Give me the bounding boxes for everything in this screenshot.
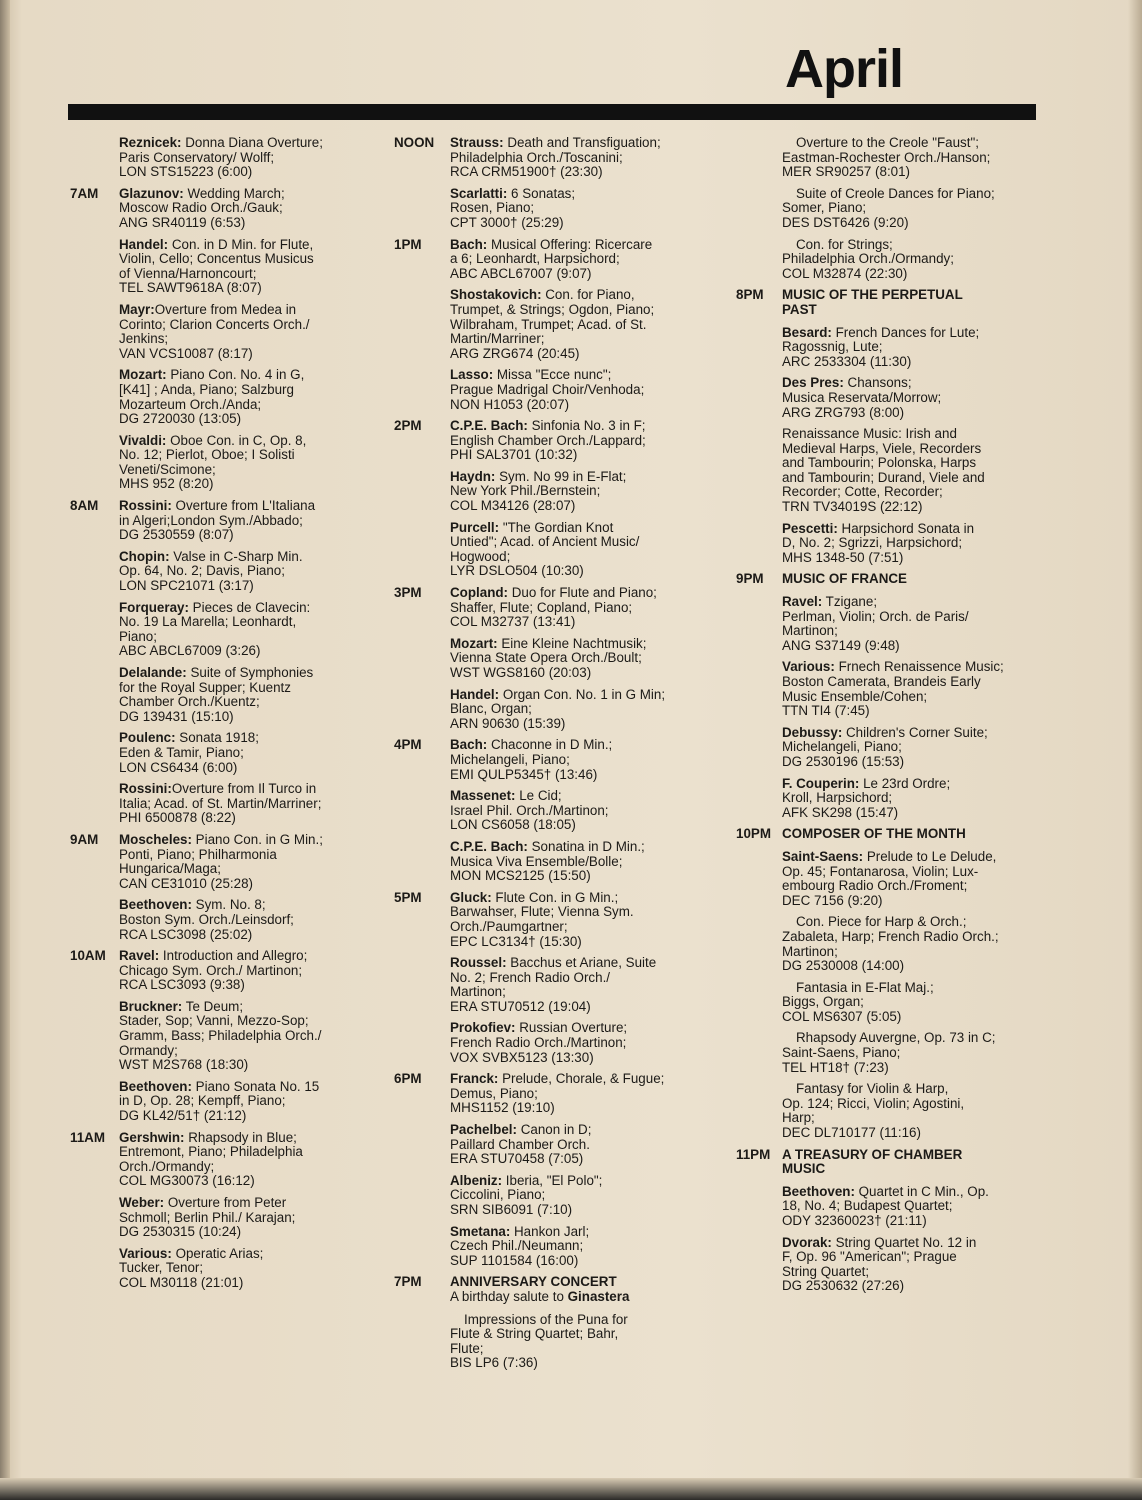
schedule-column-3 [736,136,1026,1301]
composer-name: Forqueray: [119,599,189,615]
program-entry [119,1000,370,1073]
composer-name: Handel: [450,686,500,702]
time-slot [394,419,694,586]
program-subtitle [450,1290,694,1305]
time-label: 5PM [394,889,422,905]
time-slot [736,288,1026,572]
program-title: A TREASURY OF CHAMBER MUSIC [782,1146,963,1177]
time-label: 1PM [394,236,422,252]
entry-details: Piano Con. in G Min.; Ponti, Piano; Philharmonia Hungarica/Maga; CAN CE31010 (25:28) [119,831,323,891]
program-entry [119,136,370,180]
time-slot [736,827,1026,1147]
composer-name: Ravel: [119,948,160,964]
entry-details: Flute Con. in G Min.; Barwahser, Flute; Vienna Sym. Orch./Paumgartner; EPC LC3134† (15:30) [450,889,634,949]
entry-details: Pieces de Clavecin: No. 19 La Marella; Leonhardt, Piano; ABC ABCL67009 (3:26) [119,599,311,659]
composer-name: F. Couperin: [782,775,860,791]
composer-name: Debussy: [782,724,843,740]
entry-details: Impressions of the Puna for Flute & String Quartet; Bahr, Flute; BIS LP6 (7:36) [450,1311,628,1371]
entry-details: Te Deum; Stader, Sop; Vanni, Mezzo-Sop; Gramm, Bass; Philadelphia Orch./ Ormandy; WST M2S768 (18:30) [119,998,322,1073]
program-entry [119,434,370,492]
composer-name: Copland: [450,585,509,601]
program-title: COMPOSER OF THE MONTH [782,826,966,842]
composer-name: Scarlatti: [450,185,508,201]
composer-name: Purcell: [450,519,500,535]
program-entry [450,891,694,949]
entry-details: Death and Transfiguation; Philadelphia Orch./Toscanini; RCA CRM51900† (23:30) [450,135,661,180]
composer-name: Rossini: [119,781,172,797]
entry-details: Le Cid; Israel Phil. Orch./Martinon; LON CS6058 (18:05) [450,788,609,833]
program-entry [119,898,370,942]
time-slot [70,949,370,1131]
entry-details: Sonatina in D Min.; Musica Viva Ensemble/Bolle; MON MCS2125 (15:50) [450,838,645,884]
time-label: 3PM [394,585,422,601]
composer-name: Lasso: [450,367,494,383]
time-slot [70,499,370,833]
composer-name: Pachelbel: [450,1122,517,1138]
time-label: 10PM [736,826,771,842]
entry-details: Prelude to Le Delude, Op. 45; Fontanarosa, Violin; Lux- embourg Radio Orch./Froment; DEC 7156 (9:20) [782,848,997,908]
composer-name: Glazunov: [119,185,184,201]
composer-name: Saint-Saens: [782,848,864,864]
entry-details: Sym. No. 8; Boston Sym. Orch./Leinsdorf; RCA LSC3098 (25:02) [119,897,294,942]
composer-name: Franck: [450,1071,499,1087]
time-slot [736,572,1026,827]
program-entry [782,376,1026,420]
slot-entries [782,288,1026,572]
program-entry [450,637,694,681]
entry-details: Chansons; Musica Reservata/Morrow; ARG ZRG793 (8:00) [782,375,942,420]
composer-name: Strauss: [450,135,504,150]
composer-name: Bach: [450,737,488,753]
time-slot [394,1072,694,1275]
time-slot [70,833,370,949]
entry-details: Frnech Renaissence Music; Boston Camerata, Brandeis Early Music Ensemble/Cohen; TTN TI4 (7:45) [782,659,1004,719]
composer-name: Vivaldi: [119,432,167,448]
entry-details: Operatic Arias; Tucker, Tenor; COL M30118 (21:01) [119,1245,264,1290]
entry-details: Renaissance Music: Irish and Medieval Harps, Viele, Recorders and Tambourin; Polonska, Harps and Tambourin; Durand, Viele and Recorder; Cotte, Recorder; TRN TV34019S (22:12) [782,426,985,515]
program-entry [782,136,1026,180]
slot-entries [119,136,370,187]
time-label [70,136,119,187]
time-slot [736,1148,1026,1301]
binding-edge [0,0,10,1500]
slot-entries [782,572,1026,827]
program-entry [450,1313,694,1371]
program-entry [119,368,370,426]
program-entry [782,522,1026,566]
entry-details: Le 23rd Ordre; Kroll, Harpsichord; AFK SK298 (15:47) [782,775,951,820]
program-entry [450,1072,694,1116]
program-entry [119,1196,370,1240]
composer-name: Des Pres: [782,375,844,391]
time-slot [394,891,694,1073]
entry-details: Overture from Peter Schmoll; Berlin Phil./ Karajan; DG 2530315 (10:24) [119,1195,296,1240]
entry-details: Donna Diana Overture; Paris Conservatory/ Wolff; LON STS15223 (6:00) [119,135,323,180]
time-label [736,136,782,288]
slot-entries [119,1131,370,1298]
slot-entries [450,738,694,890]
entry-details: Quartet in C Min., Op. 18, No. 4; Budapest Quartet; ODY 32360023† (21:11) [782,1183,989,1228]
slot-entries [119,949,370,1131]
entry-details: Organ Con. No. 1 in G Min; Blanc, Organ; ARN 90630 (15:39) [450,686,666,731]
composer-name: Besard: [782,324,832,340]
composer-name: Delalande: [119,665,187,680]
page-title: April [785,39,904,99]
program-entry [450,1225,694,1269]
entry-details: Con. for Piano, Trumpet, & Strings; Ogdon, Piano; Wilbraham, Trumpet; Acad. of St. Martin/Marriner; ARG ZRG674 (20:45) [450,287,655,361]
program-entry [782,187,1026,231]
entry-details: Piano Con. No. 4 in G, [K41] ; Anda, Piano; Salzburg Mozarteum Orch./Anda; DG 2720030 (13:05) [119,367,305,427]
entry-details: Suite of Creole Dances for Piano; Somer, Piano; DES DST6426 (9:20) [782,185,995,230]
slot-entries [782,827,1026,1147]
composer-name: Poulenc: [119,730,176,746]
composer-name: Moscheles: [119,831,192,847]
composer-name: C.P.E. Bach: [450,838,528,854]
schedule-column-2 [394,136,694,1378]
program-entry [450,288,694,361]
entry-details: Sonata 1918; Eden & Tamir, Piano; LON CS6434 (6:00) [119,730,259,775]
program-entry [119,238,370,296]
program-entry [782,726,1026,770]
program-entry [119,601,370,659]
slot-entries [450,586,694,738]
composer-name: Smetana: [450,1223,511,1239]
composer-name: Beethoven: [119,1078,192,1094]
program-entry [119,949,370,993]
time-slot [394,586,694,738]
slot-entries [782,136,1026,288]
entry-details: Duo for Flute and Piano; Shaffer, Flute; Copland, Piano; COL M32737 (13:41) [450,585,657,630]
entry-details: Fantasy for Violin & Harp, Op. 124; Ricci, Violin; Agostini, Harp; DEC DL710177 (11:16) [782,1081,965,1141]
time-slot [394,738,694,890]
composer-name: Dvorak: [782,1234,832,1250]
program-title: MUSIC OF FRANCE [782,571,907,587]
program-entry [450,1123,694,1167]
composer-name: Haydn: [450,468,496,484]
entry-details: Sinfonia No. 3 in F; English Chamber Orch./Lappard; PHI SAL3701 (10:32) [450,418,646,463]
program-entry [450,840,694,884]
program-entry [450,1021,694,1065]
entry-details: Chaconne in D Min.; Michelangeli, Piano; EMI QULP5345† (13:46) [450,737,613,782]
composer-name: Rossini: [119,498,172,514]
program-entry [450,419,694,463]
entry-details: Overture from Medea in Corinto; Clarion Concerts Orch./ Jenkins; VAN VCS10087 (8:17) [119,301,310,361]
time-label: 10AM [70,948,106,964]
entry-details: Fantasia in E-Flat Maj.; Biggs, Organ; COL MS6307 (5:05) [782,979,934,1024]
entry-details: Rhapsody Auvergne, Op. 73 in C; Saint-Saens, Piano; TEL HT18† (7:23) [782,1030,996,1075]
slot-entries [450,136,694,238]
program-entry [782,595,1026,653]
program-entry [119,731,370,775]
entry-details: Con. in D Min. for Flute, Violin, Cello; Concentus Musicus of Vienna/Harnoncourt; TEL SAWT9618A (8:07) [119,236,314,296]
time-slot [394,136,694,238]
program-title: MUSIC OF THE PERPETUAL PAST [782,287,963,317]
program-entry [782,238,1026,282]
time-slot [70,187,370,499]
composer-name: Various: [782,659,835,675]
program-entry [119,1247,370,1291]
composer-name: Ravel: [782,594,823,610]
entry-details: Rhapsody in Blue; Entremont, Piano; Philadelphia Orch./Ormandy; COL MG30073 (16:12) [119,1129,303,1189]
program-entry [782,981,1026,1025]
time-label: NOON [394,135,435,150]
composer-name: C.P.E. Bach: [450,418,528,434]
entry-details: Eine Kleine Nachtmusik; Vienna State Opera Orch./Boult; WST WGS8160 (20:03) [450,635,647,680]
entry-details: Overture from L'Italiana in Algeri;London Sym./Abbado; DG 2530559 (8:07) [119,498,316,543]
entry-details: Musical Offering: Ricercare a 6; Leonhardt, Harpsichord; ABC ABCL67007 (9:07) [450,236,653,281]
entry-details: "The Gordian Knot Untied"; Acad. of Ancient Music/ Hogwood; LYR DSLO504 (10:30) [450,519,640,579]
slot-entries [119,499,370,833]
composer-name: Roussel: [450,955,507,971]
program-entry [782,1236,1026,1294]
slot-entries [450,419,694,586]
program-entry [450,187,694,231]
program-entry [450,470,694,514]
program-entry [119,550,370,594]
entry-details: Overture from Il Turco in Italia; Acad. of St. Martin/Marriner; PHI 6500878 (8:22) [119,781,322,826]
composer-name: Chopin: [119,548,170,564]
program-subtitle-text: A birthday salute to [450,1288,568,1304]
slot-entries [450,238,694,420]
time-label: 8PM [736,287,764,303]
entry-details: Canon in D; Paillard Chamber Orch. ERA STU70458 (7:05) [450,1122,592,1167]
program-entry [450,956,694,1014]
time-slot [394,238,694,420]
schedule-column-1 [70,136,370,1298]
program-entry [450,738,694,782]
composer-name: Mozart: [450,635,498,651]
program-entry [782,1031,1026,1075]
entry-details: Hankon Jarl; Czech Phil./Neumann; SUP 1101584 (16:00) [450,1223,590,1268]
time-slot [736,136,1026,288]
program-entry [782,1082,1026,1140]
time-label: 11PM [736,1146,771,1162]
time-label: 7AM [70,185,99,201]
page-bottom-edge [0,1478,1142,1500]
program-entry [119,833,370,891]
entry-details: String Quartet No. 12 in F, Op. 96 "American"; Prague String Quartet; DG 2530632 (27:26) [782,1234,977,1294]
program-entry [450,789,694,833]
program-entry [782,850,1026,908]
entry-details: Children's Corner Suite; Michelangeli, Piano; DG 2530196 (15:53) [782,724,988,769]
time-slot [394,1275,694,1378]
entry-details: Iberia, "El Polo"; Ciccolini, Piano; SRN SIB6091 (7:10) [450,1172,603,1217]
time-label: 6PM [394,1071,422,1087]
entry-details: Bacchus et Ariane, Suite No. 2; French Radio Orch./ Martinon; ERA STU70512 (19:04) [450,955,657,1014]
program-entry [119,499,370,543]
entry-details: Con. Piece for Harp & Orch.; Zabaleta, Harp; French Radio Orch.; Martinon; DG 2530008 (14:00) [782,914,999,974]
program-entry [450,1174,694,1218]
entry-details: Harpsichord Sonata in D, No. 2; Sgrizzi, Harpsichord; MHS 1348-50 (7:51) [782,520,975,565]
entry-details: Sym. No 99 in E-Flat; New York Phil./Bernstein; COL M34126 (28:07) [450,468,627,514]
slot-entries [450,1072,694,1275]
entry-details: Overture to the Creole "Faust"; Eastman-Rochester Orch./Hanson; MER SR90257 (8:01) [782,135,991,180]
composer-name: Beethoven: [119,897,192,913]
composer-name: Shostakovich: [450,287,542,303]
time-slot [70,136,370,187]
program-subtitle-composer: Ginastera [567,1288,630,1304]
program-entry [119,303,370,361]
time-label: 4PM [394,737,422,753]
program-entry [450,688,694,732]
composer-name: Gershwin: [119,1129,185,1145]
time-label: 2PM [394,418,422,434]
composer-name: Weber: [119,1195,165,1210]
composer-name: Bruckner: [119,998,183,1014]
entry-details: 6 Sonatas; Rosen, Piano; CPT 3000† (25:29) [450,185,576,230]
composer-name: Massenet: [450,788,516,804]
program-entry [782,660,1026,718]
time-slot [70,1131,370,1298]
program-title: ANNIVERSARY CONCERT [450,1274,617,1290]
composer-name: Various: [119,1245,172,1261]
program-entry [450,368,694,412]
program-entry [119,1080,370,1124]
composer-name: Mozart: [119,367,167,383]
entry-details: Introduction and Allegro; Chicago Sym. Orch./ Martinon; RCA LSC3093 (9:38) [119,948,308,993]
entry-details: Wedding March; Moscow Radio Orch./Gauk; ANG SR40119 (6:53) [119,185,285,230]
program-entry [450,238,694,282]
composer-name: Prokofiev: [450,1020,516,1036]
program-entry [782,777,1026,821]
program-entry [119,666,370,724]
entry-details: Tzigane; Perlman, Violin; Orch. de Paris/ Martinon; ANG S37149 (9:48) [782,594,969,653]
entry-details: Russian Overture; French Radio Orch./Martinon; VOX SVBX5123 (13:30) [450,1020,628,1065]
program-entry [450,521,694,579]
composer-name: Beethoven: [782,1183,855,1199]
time-label: 9PM [736,571,764,587]
entry-details: Con. for Strings; Philadelphia Orch./Ormandy; COL M32874 (22:30) [782,236,954,281]
entry-details: Valse in C-Sharp Min. Op. 64, No. 2; Davis, Piano; LON SPC21071 (3:17) [119,548,303,594]
program-entry [119,187,370,231]
program-entry [782,1185,1026,1229]
entry-details: Suite of Symphonies for the Royal Supper; Kuentz Chamber Orch./Kuentz; DG 139431 (15:10) [119,665,314,724]
composer-name: Pescetti: [782,520,838,536]
program-entry [119,1131,370,1189]
time-label: 9AM [70,831,99,847]
composer-name: Albeniz: [450,1172,503,1188]
program-entry [782,326,1026,370]
entry-details: French Dances for Lute; Ragossnig, Lute; ARC 2533304 (11:30) [782,324,980,369]
time-label: 7PM [394,1274,422,1290]
program-entry [782,915,1026,973]
entry-details: Missa "Ecce nunc"; Prague Madrigal Choir/Venhoda; NON H1053 (20:07) [450,367,645,412]
program-entry [450,136,694,180]
composer-name: Handel: [119,236,169,252]
slot-entries [450,891,694,1073]
header-rule [68,104,1036,120]
slot-entries [782,1148,1026,1301]
entry-details: Oboe Con. in C, Op. 8, No. 12; Pierlot, Oboe; I Solisti Veneti/Scimone; MHS 952 (8:20) [119,432,307,492]
entry-details: Piano Sonata No. 15 in D, Op. 28; Kempff, Piano; DG KL42/51† (21:12) [119,1078,320,1124]
slot-entries [450,1275,694,1378]
composer-name: Reznicek: [119,135,182,150]
entry-details: Prelude, Chorale, & Fugue; Demus, Piano; MHS1152 (19:10) [450,1071,665,1116]
program-entry [119,782,370,826]
time-label: 11AM [70,1129,105,1145]
composer-name: Bach: [450,236,488,252]
program-entry [450,586,694,630]
composer-name: Mayr: [119,301,155,317]
program-entry [782,427,1026,515]
composer-name: Gluck: [450,889,492,905]
slot-entries [119,187,370,499]
time-label: 8AM [70,498,99,514]
slot-entries [119,833,370,949]
page-right-edge [1128,0,1142,1500]
